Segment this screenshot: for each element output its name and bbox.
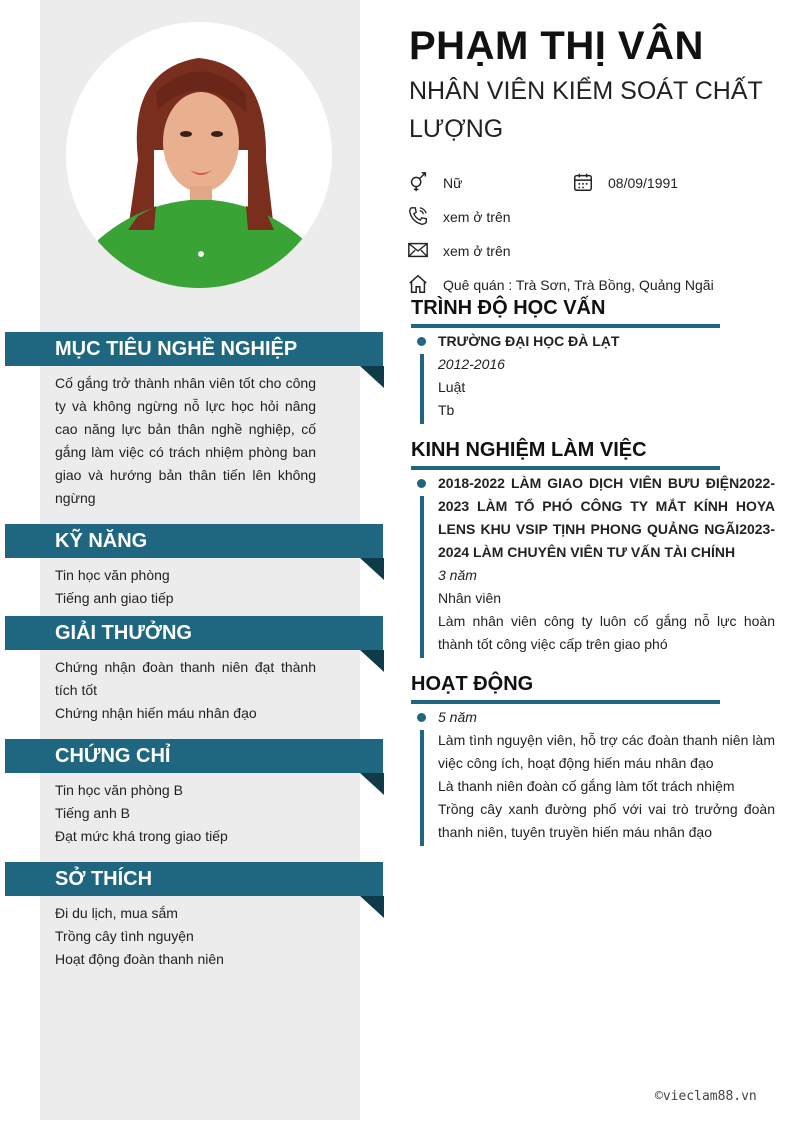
hometown-value: Quê quán : Trà Sơn, Trà Bồng, Quảng Ngãi	[443, 277, 714, 293]
awards-list	[55, 656, 316, 725]
skills-band-fold	[360, 558, 384, 580]
hobby-item: Đi du lịch, mua sắm	[55, 905, 178, 921]
education-entry	[438, 330, 775, 422]
objective-band-fold	[360, 366, 384, 388]
experience-heading-bar	[411, 466, 720, 470]
award-item: Chứng nhận hiến máu nhân đạo	[55, 705, 257, 721]
hobbies-heading: SỞ THÍCH	[5, 862, 383, 896]
activities-entry	[438, 706, 775, 844]
experience-duration: 3 năm	[438, 567, 477, 583]
activities-heading: HOẠT ĐỘNG	[411, 673, 534, 695]
mail-icon	[407, 239, 429, 261]
objective-text: Cố gắng trở thành nhân viên tốt cho công ty và không ngừng nỗ lực học hỏi nâng cao năng lực bản thân nghề nghiệp, cố gắng làm việc có trách nhiệm phòng ban giao và hướng bản thân tiến lên không ngừng	[55, 375, 316, 506]
activity-item: Trồng cây xanh đường phố với vai trò trưởng đoàn thanh niên, tuyên truyền hiến máu nhân đạo	[438, 801, 775, 840]
experience-description: Làm nhân viên công ty luôn cố gắng nỗ lực hoàn thành tốt công việc cấp trên giao phó	[438, 613, 775, 652]
activity-item: Làm tình nguyện viên, hỗ trợ các đoàn thanh niên làm việc công ích, hoạt động hiến máu nhân đạo	[438, 732, 775, 771]
education-timeline	[420, 354, 424, 424]
experience-heading: KINH NGHIỆM LÀM VIỆC	[411, 439, 647, 461]
experience-position: Nhân viên	[438, 590, 502, 606]
hobbies-band-fold	[360, 896, 384, 918]
education-period: 2012-2016	[438, 356, 505, 372]
calendar-icon	[572, 171, 594, 193]
experience-company: 2018-2022 LÀM GIAO DỊCH VIÊN BƯU ĐIỆN2022-2023 LÀM TỔ PHÓ CÔNG TY MẮT KÍNH HOYA LENS KHU VSIP TỊNH PHONG QUẢNG NGÃI2023-2024 LÀM CHUYÊN VIÊN TƯ VẤN TÀI CHÍNH	[438, 475, 775, 560]
skills-heading: KỸ NĂNG	[5, 524, 383, 558]
gender-value: Nữ	[443, 175, 463, 191]
candidate-name: PHẠM THỊ VÂN	[409, 24, 704, 68]
certificates-heading: CHỨNG CHỈ	[5, 739, 383, 773]
certificates-list	[55, 779, 316, 848]
activities-duration: 5 năm	[438, 709, 477, 725]
objective-heading: MỤC TIÊU NGHỀ NGHIỆP	[5, 332, 383, 366]
school-name: TRƯỜNG ĐẠI HỌC ĐÀ LẠT	[438, 333, 620, 349]
experience-bullet	[417, 479, 426, 488]
skills-list	[55, 564, 316, 610]
certificates-band-fold	[360, 773, 384, 795]
experience-timeline	[420, 496, 424, 658]
education-heading: TRÌNH ĐỘ HỌC VẤN	[411, 297, 606, 319]
gender-icon	[407, 171, 429, 193]
education-bullet	[417, 337, 426, 346]
education-major: Luật	[438, 379, 466, 395]
certificate-item: Tiếng anh B	[55, 805, 130, 821]
awards-band-fold	[360, 650, 384, 672]
activity-item: Là thanh niên đoàn cố gắng làm tốt trách nhiệm	[438, 778, 735, 794]
hobbies-list	[55, 902, 316, 971]
hobby-item: Hoạt động đoàn thanh niên	[55, 951, 224, 967]
skill-item: Tiếng anh giao tiếp	[55, 590, 174, 606]
phone-value: xem ở trên	[443, 209, 511, 225]
education-grade: Tb	[438, 402, 455, 418]
birthdate-value: 08/09/1991	[608, 175, 679, 191]
job-title: NHÂN VIÊN KIỂM SOÁT CHẤT LƯỢNG	[409, 77, 763, 143]
certificate-item: Tin học văn phòng B	[55, 782, 183, 798]
activities-timeline	[420, 730, 424, 846]
award-item: Chứng nhận đoàn thanh niên đạt thành tích tốt	[55, 659, 316, 698]
hobby-item: Trồng cây tình nguyện	[55, 928, 194, 944]
home-icon	[407, 273, 429, 295]
activities-heading-bar	[411, 700, 720, 704]
profile-photo-frame	[66, 22, 332, 288]
activities-bullet	[417, 713, 426, 722]
phone-icon	[407, 205, 429, 227]
experience-entry	[438, 472, 775, 656]
skill-item: Tin học văn phòng	[55, 567, 170, 583]
email-value: xem ở trên	[443, 243, 511, 259]
certificate-item: Đạt mức khá trong giao tiếp	[55, 828, 228, 844]
profile-photo	[98, 30, 304, 288]
footer-watermark: ©vieclam88.vn	[655, 1089, 757, 1104]
education-heading-bar	[411, 324, 720, 328]
awards-heading: GIẢI THƯỞNG	[5, 616, 383, 650]
